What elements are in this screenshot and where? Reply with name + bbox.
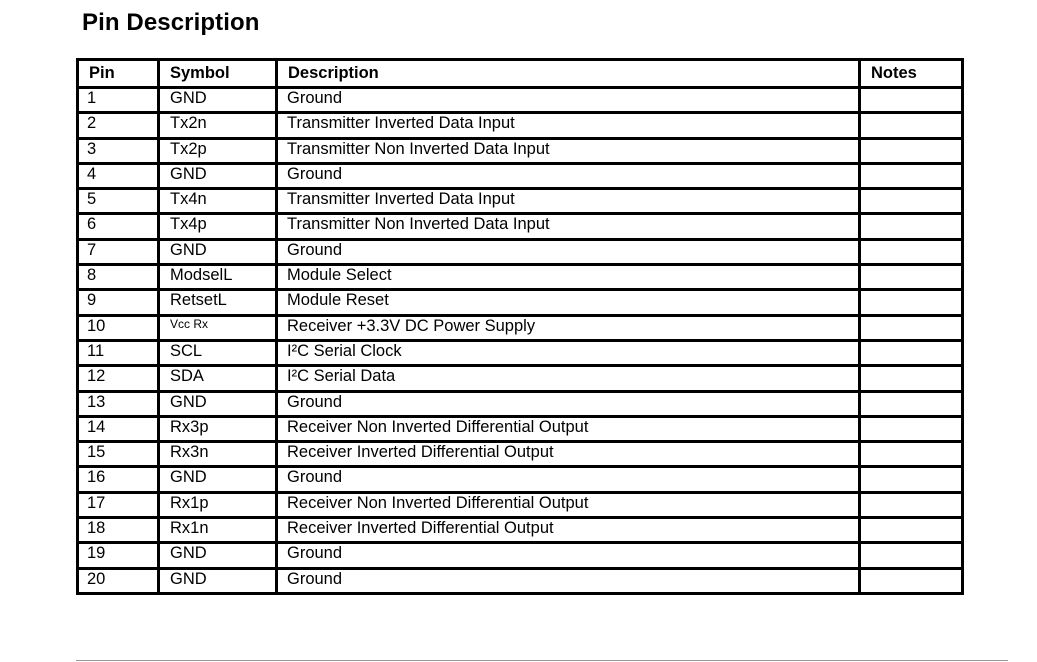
notes-cell: [860, 366, 963, 391]
pin-cell: 13: [78, 391, 159, 416]
table-row: [78, 239, 963, 264]
description-cell: Ground: [277, 163, 860, 188]
page-divider: [76, 660, 1008, 661]
table-row: [78, 543, 963, 568]
table-row: [78, 265, 963, 290]
symbol-cell: Tx2n: [159, 113, 277, 138]
notes-cell: [860, 239, 963, 264]
symbol-cell: Tx4p: [159, 214, 277, 239]
pin-cell: 19: [78, 543, 159, 568]
pin-cell: 9: [78, 290, 159, 315]
symbol-cell: SDA: [159, 366, 277, 391]
notes-cell: [860, 265, 963, 290]
description-cell: Ground: [277, 543, 860, 568]
table-row: [78, 366, 963, 391]
header-row: [78, 60, 963, 88]
symbol-cell: Vcc Rx: [159, 315, 277, 340]
page-title: Pin Description: [82, 9, 260, 36]
notes-cell: [860, 88, 963, 113]
description-cell: Receiver +3.3V DC Power Supply: [277, 315, 860, 340]
pin-cell: 4: [78, 163, 159, 188]
symbol-cell: GND: [159, 391, 277, 416]
symbol-cell: Rx3n: [159, 442, 277, 467]
notes-cell: [860, 467, 963, 492]
pin-cell: 10: [78, 315, 159, 340]
symbol-cell: GND: [159, 163, 277, 188]
table-row: [78, 290, 963, 315]
symbol-cell: Rx3p: [159, 416, 277, 441]
pin-cell: 12: [78, 366, 159, 391]
symbol-cell: GND: [159, 467, 277, 492]
table-body: [78, 88, 963, 594]
pin-cell: 14: [78, 416, 159, 441]
description-cell: Ground: [277, 568, 860, 593]
symbol-cell: Tx4n: [159, 189, 277, 214]
pin-cell: 20: [78, 568, 159, 593]
header-pin: Pin: [78, 60, 159, 88]
description-cell: I²C Serial Clock: [277, 340, 860, 365]
table-row: [78, 492, 963, 517]
table-row: [78, 568, 963, 593]
notes-cell: [860, 568, 963, 593]
table-row: [78, 467, 963, 492]
table-row: [78, 88, 963, 113]
description-cell: Transmitter Inverted Data Input: [277, 113, 860, 138]
description-cell: Receiver Inverted Differential Output: [277, 518, 860, 543]
pin-cell: 11: [78, 340, 159, 365]
table-row: [78, 391, 963, 416]
symbol-cell: GND: [159, 239, 277, 264]
symbol-cell: Rx1p: [159, 492, 277, 517]
pin-cell: 16: [78, 467, 159, 492]
description-cell: Module Reset: [277, 290, 860, 315]
symbol-cell: GND: [159, 88, 277, 113]
header-description: Description: [277, 60, 860, 88]
pin-cell: 5: [78, 189, 159, 214]
notes-cell: [860, 416, 963, 441]
pin-description-table: [76, 58, 964, 595]
description-cell: Module Select: [277, 265, 860, 290]
table-row: [78, 340, 963, 365]
pin-cell: 6: [78, 214, 159, 239]
header-symbol: Symbol: [159, 60, 277, 88]
pin-cell: 2: [78, 113, 159, 138]
description-cell: Transmitter Inverted Data Input: [277, 189, 860, 214]
notes-cell: [860, 290, 963, 315]
symbol-cell: Rx1n: [159, 518, 277, 543]
notes-cell: [860, 340, 963, 365]
symbol-cell: RetsetL: [159, 290, 277, 315]
table-row: [78, 214, 963, 239]
table-row: [78, 442, 963, 467]
notes-cell: [860, 138, 963, 163]
symbol-cell: ModselL: [159, 265, 277, 290]
description-cell: Ground: [277, 88, 860, 113]
notes-cell: [860, 214, 963, 239]
table-row: [78, 113, 963, 138]
table-row: [78, 518, 963, 543]
notes-cell: [860, 391, 963, 416]
notes-cell: [860, 442, 963, 467]
description-cell: Transmitter Non Inverted Data Input: [277, 214, 860, 239]
pin-cell: 3: [78, 138, 159, 163]
description-cell: Ground: [277, 239, 860, 264]
pin-cell: 17: [78, 492, 159, 517]
table-row: [78, 315, 963, 340]
description-cell: Transmitter Non Inverted Data Input: [277, 138, 860, 163]
description-cell: Receiver Non Inverted Differential Output: [277, 416, 860, 441]
table-row: [78, 416, 963, 441]
symbol-cell: GND: [159, 543, 277, 568]
notes-cell: [860, 543, 963, 568]
pin-cell: 15: [78, 442, 159, 467]
description-cell: Ground: [277, 467, 860, 492]
table-row: [78, 163, 963, 188]
notes-cell: [860, 315, 963, 340]
table-header: [78, 60, 963, 88]
table-row: [78, 189, 963, 214]
symbol-cell: SCL: [159, 340, 277, 365]
pin-cell: 7: [78, 239, 159, 264]
notes-cell: [860, 163, 963, 188]
pin-cell: 18: [78, 518, 159, 543]
notes-cell: [860, 189, 963, 214]
description-cell: Ground: [277, 391, 860, 416]
notes-cell: [860, 518, 963, 543]
notes-cell: [860, 113, 963, 138]
notes-cell: [860, 492, 963, 517]
table-row: [78, 138, 963, 163]
pin-cell: 1: [78, 88, 159, 113]
symbol-cell: Tx2p: [159, 138, 277, 163]
header-notes: Notes: [860, 60, 963, 88]
symbol-cell: GND: [159, 568, 277, 593]
description-cell: Receiver Inverted Differential Output: [277, 442, 860, 467]
description-cell: Receiver Non Inverted Differential Output: [277, 492, 860, 517]
pin-cell: 8: [78, 265, 159, 290]
description-cell: I²C Serial Data: [277, 366, 860, 391]
